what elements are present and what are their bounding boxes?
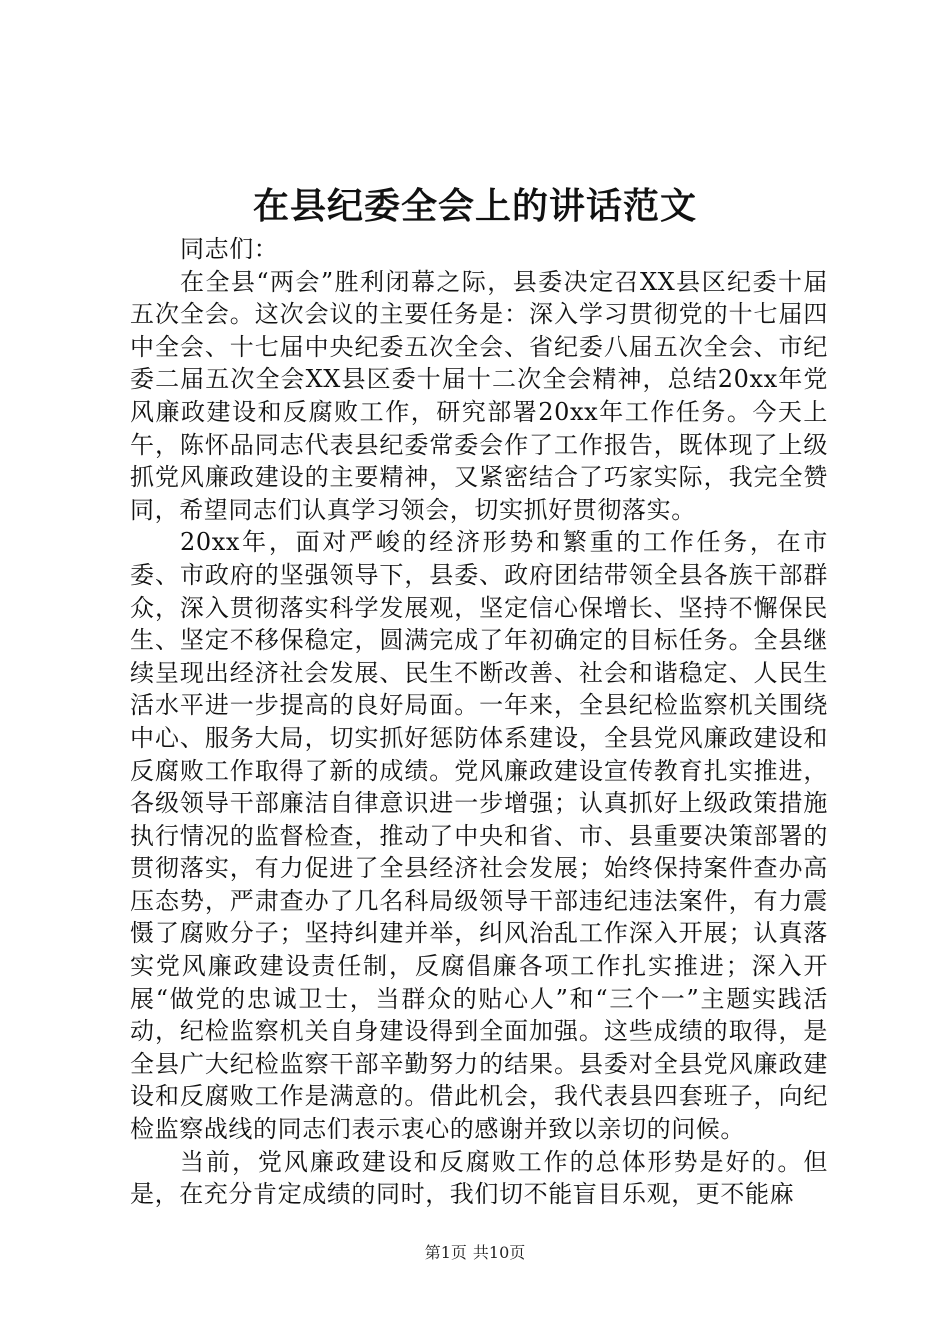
page-number: 第1页 xyxy=(424,1243,467,1262)
paragraph-3: 当前，党风廉政建设和反腐败工作的总体形势是好的。但是，在充分肯定成绩的同时，我们切不能盲目乐观，更不能麻 xyxy=(130,1147,828,1209)
page-footer xyxy=(0,1242,950,1264)
page-total: 共10页 xyxy=(472,1243,526,1262)
document-title: 在县纪委全会上的讲话范文 xyxy=(252,185,697,227)
paragraph-1: 在全县“两会”胜利闭幕之际，县委决定召XX县区纪委十届五次全会。这次会议的主要任务是：深入学习贯彻党的十七届四中全会、十七届中央纪委五次全会、省纪委八届五次全会、市纪委二届五次全会XX县区委十届十二次全会精神，总结20xx年党风廉政建设和反腐败工作，研究部署20xx年工作任务。今天上午，陈怀品同志代表县纪委常委会作了工作报告，既体现了上级抓党风廉政建设的主要精神，又紧密结合了巧家实际，我完全赞同，希望同志们认真学习领会，切实抓好贯彻落实。 xyxy=(130,267,828,524)
salutation: 同志们： xyxy=(180,235,279,263)
paragraph-2: 20xx年，面对严峻的经济形势和繁重的工作任务，在市委、市政府的坚强领导下，县委、政府团结带领全县各族干部群众，深入贯彻落实科学发展观，坚定信心保增长、坚持不懈保民生、坚定不移保稳定，圆满完成了年初确定的目标任务。全县继续呈现出经济社会发展、民生不断改善、社会和谐稳定、人民生活水平进一步提高的良好局面。一年来，全县纪检监察机关围绕中心、服务大局，切实抓好惩防体系建设，全县党风廉政建设和反腐败工作取得了新的成绩。党风廉政建设宣传教育扎实推进，各级领导干部廉洁自律意识进一步增强；认真抓好上级政策措施执行情况的监督检查，推动了中央和省、市、县重要决策部署的贯彻落实，有力促进了全县经济社会发展；始终保持案件查办高压态势，严肃查办了几名科局级领导干部违纪违法案件，有力震慑了腐败分子；坚持纠建并举，纠风治乱工作深入开展；认真落实党风廉政建设责任制，反腐倡廉各项工作扎实推进；深入开展“做党的忠诚卫士，当群众的贴心人”和“三个一”主题实践活动，纪检监察机关自身建设得到全面加强。这些成绩的取得，是全县广大纪检监察干部辛勤努力的结果。县委对全县党风廉政建设和反腐败工作是满意的。借此机会，我代表县四套班子，向纪检监察战线的同志们表示衷心的感谢并致以亲切的问候。 xyxy=(130,528,828,1144)
document-body xyxy=(130,233,828,1211)
